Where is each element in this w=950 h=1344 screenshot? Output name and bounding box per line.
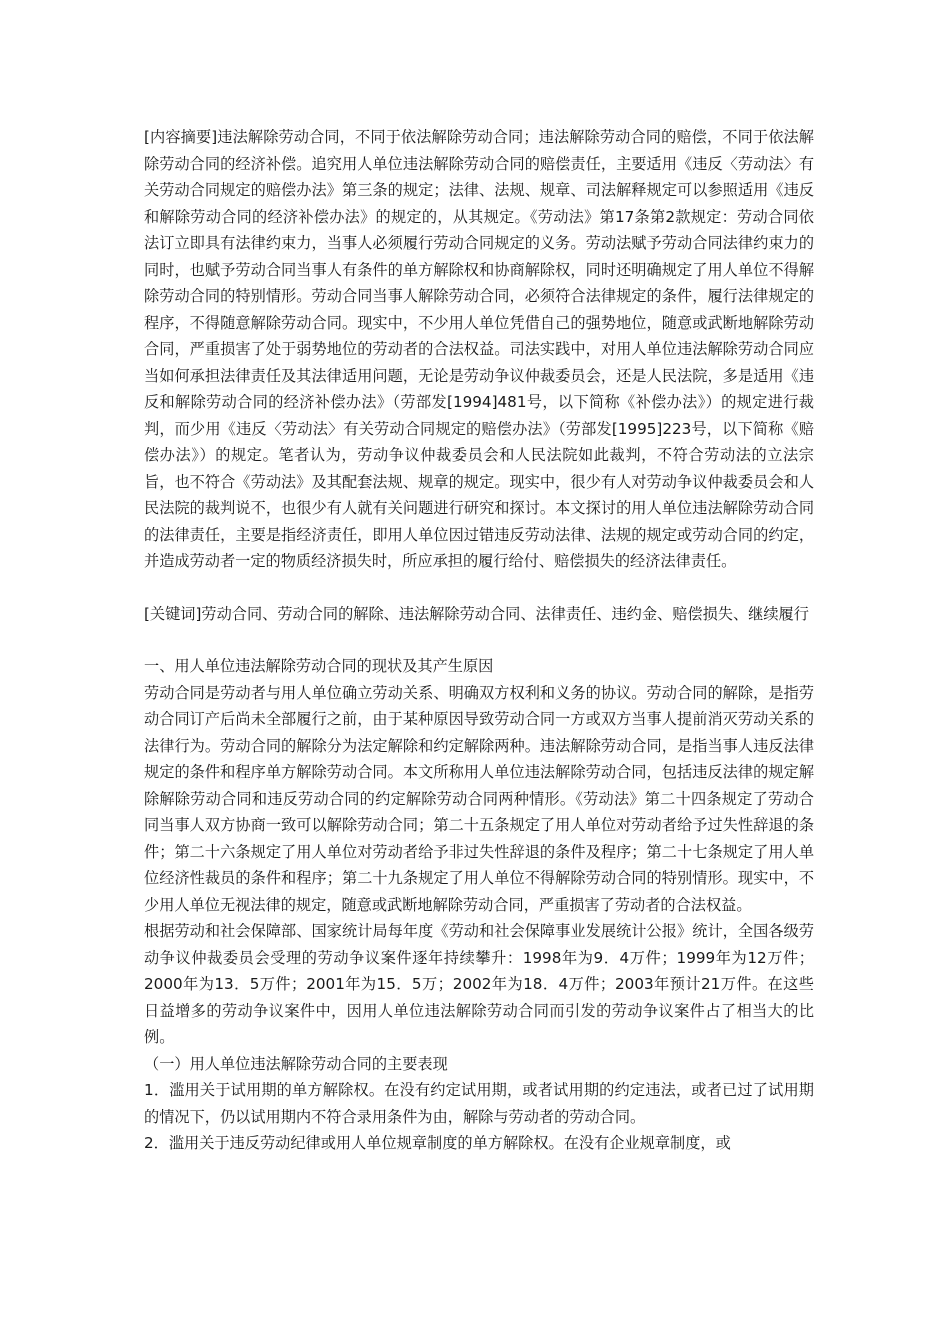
list-item: 1．滥用关于试用期的单方解除权。在没有约定试用期，或者试用期的约定违法，或者已过了试用期的情况下，仍以试用期内不符合录用条件为由，解除与劳动者的劳动合同。	[144, 1081, 814, 1126]
list-item: 2．滥用关于违反劳动纪律或用人单位规章制度的单方解除权。在没有企业规章制度，或	[144, 1134, 731, 1152]
paragraph-gap	[144, 627, 814, 653]
body-paragraph: 根据劳动和社会保障部、国家统计局每年度《劳动和社会保障事业发展统计公报》统计，全国各级劳动争议仲裁委员会受理的劳动争议案件逐年持续攀升：1998年为9．4万件；1999年为12万件；2000年为13．5万件；2001年为15．5万；2002年为18．4万件；2003年预计21万件。在这些日益增多的劳动争议案件中，因用人单位违法解除劳动合同而引发的劳动争议案件占了相当大的比例。	[144, 922, 814, 1046]
subsection-heading: （一）用人单位违法解除劳动合同的主要表现	[144, 1054, 448, 1073]
document-body	[144, 124, 814, 1157]
section-heading: 一、用人单位违法解除劳动合同的现状及其产生原因	[144, 657, 494, 675]
paragraph-gap	[144, 575, 814, 601]
keywords-paragraph: [关键词]劳动合同、劳动合同的解除、违法解除劳动合同、法律责任、违约金、赔偿损失、继续履行	[144, 604, 809, 623]
abstract-paragraph: [内容摘要]违法解除劳动合同，不同于依法解除劳动合同；违法解除劳动合同的赔偿，不同于依法解除劳动合同的经济补偿。追究用人单位违法解除劳动合同的赔偿责任，主要适用《违反〈劳动法〉有关劳动合同规定的赔偿办法》第三条的规定；法律、法规、规章、司法解释规定可以参照适用《违反和解除劳动合同的经济补偿办法》的规定的，从其规定。《劳动法》第17条第2款规定：劳动合同依法订立即具有法律约束力，当事人必须履行劳动合同规定的义务。劳动法赋予劳动合同法律约束力的同时，也赋予劳动合同当事人有条件的单方解除权和协商解除权，同时还明确规定了用人单位不得解除劳动合同的特别情形。劳动合同当事人解除劳动合同，必须符合法律规定的条件，履行法律规定的程序，不得随意解除劳动合同。现实中，不少用人单位凭借自己的强势地位，随意或武断地解除劳动合同，严重损害了处于弱势地位的劳动者的合法权益。司法实践中，对用人单位违法解除劳动合同应当如何承担法律责任及其法律适用问题，无论是劳动争议仲裁委员会，还是人民法院，多是适用《违反和解除劳动合同的经济补偿办法》（劳部发[1994]481号，以下简称《补偿办法》）的规定进行裁判，而少用《违反〈劳动法〉有关劳动合同规定的赔偿办法》（劳部发[1995]223号，以下简称《赔偿办法》）的规定。笔者认为，劳动争议仲裁委员会和人民法院如此裁判，不符合劳动法的立法宗旨，也不符合《劳动法》及其配套法规、规章的规定。现实中，很少有人对劳动争议仲裁委员会和人民法院的裁判说不，也很少有人就有关问题进行研究和探讨。本文探讨的用人单位违法解除劳动合同的法律责任，主要是指经济责任，即用人单位因过错违反劳动法律、法规的规定或劳动合同的约定，并造成劳动者一定的物质经济损失时，所应承担的履行给付、赔偿损失的经济法律责任。	[144, 128, 814, 570]
body-paragraph: 劳动合同是劳动者与用人单位确立劳动关系、明确双方权利和义务的协议。劳动合同的解除，是指劳动合同订产后尚未全部履行之前，由于某种原因导致劳动合同一方或双方当事人提前消灭劳动关系的法律行为。劳动合同的解除分为法定解除和约定解除两种。违法解除劳动合同，是指当事人违反法律规定的条件和程序单方解除劳动合同。本文所称用人单位违法解除劳动合同，包括违反法律的规定解除解除劳动合同和违反劳动合同的约定解除劳动合同两种情形。《劳动法》第二十四条规定了劳动合同当事人双方协商一致可以解除劳动合同；第二十五条规定了用人单位对劳动者给予过失性辞退的条件；第二十六条规定了用人单位对劳动者给予非过失性辞退的条件及程序；第二十七条规定了用人单位经济性裁员的条件和程序；第二十九条规定了用人单位不得解除劳动合同的特别情形。现实中，不少用人单位无视法律的规定，随意或武断地解除劳动合同，严重损害了劳动者的合法权益。	[144, 683, 814, 914]
